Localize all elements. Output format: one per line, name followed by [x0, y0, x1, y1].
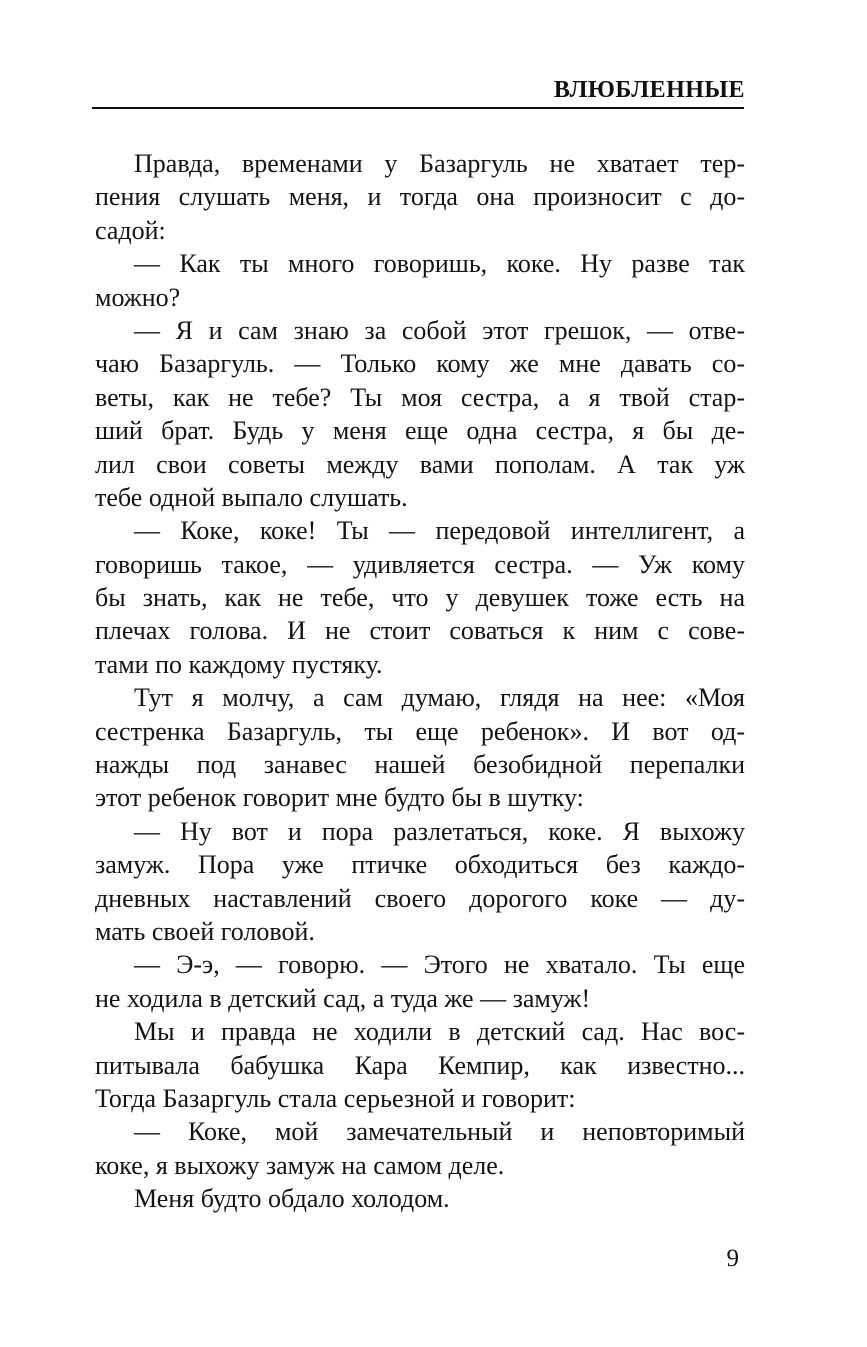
text-line: этот ребенок говорит мне будто бы в шутку:	[95, 783, 584, 813]
text-line: питывала бабушка Кара Кемпир, как известно...	[95, 1050, 745, 1080]
body-text	[95, 147, 745, 1216]
text-line: дневных наставлений своего дорогого коке — ду-	[95, 883, 745, 913]
header-rule-divider	[92, 107, 744, 109]
text-line: — Я и сам знаю за собой этот грешок, — отве-	[134, 315, 745, 345]
text-line: сестренка Базаргуль, ты еще ребенок». И вот од-	[95, 716, 745, 746]
text-line: веты, как не тебе? Ты моя сестра, а я твой стар-	[95, 382, 745, 412]
running-head-title: ВЛЮБЛЕННЫЕ	[553, 77, 745, 103]
text-line: замуж. Пора уже птичке обходиться без каждо-	[95, 850, 745, 880]
text-line: — Э-э, — говорю. — Этого не хватало. Ты еще	[134, 950, 745, 980]
text-line: не ходила в детский сад, а туда же — замуж!	[95, 983, 591, 1013]
text-line: пения слушать меня, и тогда она произносит с до-	[95, 182, 745, 212]
text-line: — Коке, коке! Ты — передовой интеллигент, а	[134, 516, 745, 546]
text-line: мать своей головой.	[95, 916, 315, 946]
text-line: Тут я молчу, а сам думаю, глядя на нее: «Моя	[134, 683, 745, 713]
text-line: тами по каждому пустяку.	[95, 649, 383, 679]
text-line: Правда, временами у Базаргуль не хватает тер-	[134, 149, 745, 178]
text-line: плечах голова. И не стоит соваться к ним с сове-	[95, 616, 745, 646]
text-line: Тогда Базаргуль стала серьезной и говорит:	[95, 1083, 576, 1113]
text-line: ший брат. Будь у меня еще одна сестра, я бы де-	[95, 416, 745, 446]
text-line: — Коке, мой замечательный и неповторимый	[134, 1117, 745, 1147]
text-line: Мы и правда не ходили в детский сад. Нас вос-	[134, 1017, 745, 1047]
text-line: бы знать, как не тебе, что у девушек тоже есть на	[95, 583, 745, 613]
page-number: 9	[726, 1245, 739, 1272]
text-line: — Ну вот и пора разлетаться, коке. Я выхожу	[134, 816, 745, 846]
text-line: нажды под занавес нашей безобидной перепалки	[95, 750, 745, 780]
text-line: тебе одной выпало слушать.	[95, 482, 408, 512]
text-line: можно?	[95, 282, 181, 312]
text-line: садой:	[95, 215, 166, 245]
text-line: Меня будто обдало холодом.	[134, 1184, 450, 1214]
text-line: говоришь такое, — удивляется сестра. — Уж кому	[95, 549, 745, 579]
text-line: чаю Базаргуль. — Только кому же мне давать со-	[95, 349, 745, 379]
text-line: — Как ты много говоришь, коке. Ну разве так	[134, 249, 745, 279]
text-line: коке, я выхожу замуж на самом деле.	[95, 1150, 505, 1180]
text-line: лил свои советы между вами пополам. А так уж	[95, 449, 745, 479]
